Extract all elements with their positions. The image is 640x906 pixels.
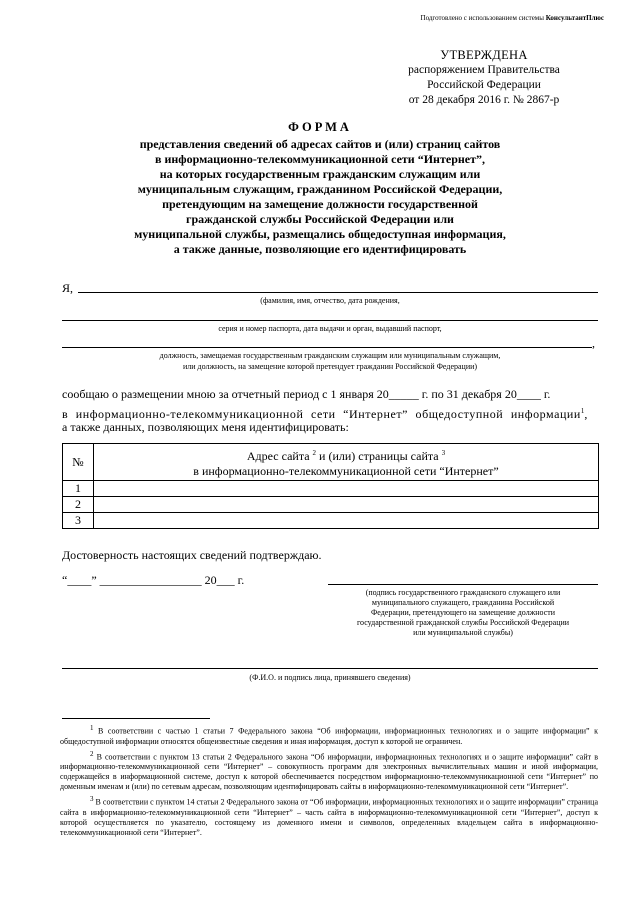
col-address-text-b: и (или) страницы сайта [316,448,439,463]
subtitle-line: муниципальным служащим, гражданином Российской Федерации, [137,182,503,196]
footnote-number: 1 [90,724,94,732]
footnote-separator [62,718,210,719]
footnote-text: В соответствии с частью 1 статьи 7 Федерального закона “Об информации, информационных технологиях и о защите информации” к общедоступной информации относятся общеизвестные сведения и иная информация, доступ к которой не ограничен. [60,726,598,746]
ya-label: Я, [62,281,74,295]
table-row [63,497,599,513]
header-note-text: Подготовлено с использованием системы [420,14,546,22]
footnote-text: В соответствии с пунктом 14 статьи 2 Федерального закона от “Об информации, информационных технологиях и о защите информации” страница сайта в информационно-телекоммуникационной сети “Интернет” – часть сайта в информационно-телекоммуникационной сети “Интернет”, доступ к которой осуществляется по указателю, состоящему из доменного имени и символов, определенных владельцем сайта в информационно-телекоммуникационной сети “Интернет”. [60,797,598,837]
passport-caption: серия и номер паспорта, дата выдачи и орган, выдавший паспорт, [218,324,442,333]
row-number: 2 [63,497,94,513]
trailing-comma: , [592,336,595,350]
row-number: 3 [63,513,94,529]
signature-caption [328,588,598,638]
address-cell[interactable] [94,481,599,497]
report-line-2-comma: , [584,407,588,421]
signature-caption-line: или муниципальной службы) [413,628,513,637]
header-note [421,14,604,22]
approval-line: Российской Федерации [427,79,541,91]
col-address-line1 [94,446,598,464]
report-line-3: а также данных, позволяющих меня идентифицировать: [62,420,349,434]
row-number: 1 [63,481,94,497]
header-note-brand: КонсультантПлюс [545,14,604,22]
footnote-number: 3 [90,795,94,804]
sites-table [62,443,599,529]
address-cell[interactable] [94,513,599,529]
signature-field-line[interactable] [328,584,598,585]
passport-field-line[interactable] [62,320,598,321]
footnote-3 [60,794,598,838]
footnote-ref-2: 2 [312,448,317,457]
table-header-row [63,444,599,481]
footnote-text: В соответствии с пунктом 13 статьи 2 Федерального закона “Об информации, информационных технологиях и о защите информации” сайт в информационно-телекоммуникационной сети “Интернет” – совокупность программ для электронных вычислительных машин и иной информации, содержащейся в информационной системе, доступ к которой обеспечивается посредством информационно-телекоммуникационной сети “Интернет” по доменным именам и (или) по сетевым адресам, позволяющим идентифицировать сайты в информационно-телекоммуникационной сети “Интернет”. [60,752,598,792]
subtitle-line: муниципальной службы, размещались общедоступная информация, [134,227,506,241]
table-row [63,513,599,529]
position-caption-line2: или должность, на замещение которой претендует гражданин Российской Федерации) [182,362,478,371]
form-title: ФОРМА [288,120,352,134]
approval-line: распоряжением Правительства [408,64,560,76]
footnote-2 [60,749,598,793]
position-field-line[interactable] [62,347,592,348]
footnote-ref-3: 3 [441,448,446,457]
footnote-number: 2 [90,749,94,758]
subtitle-line: в информационно-телекоммуникационной сети “Интернет”, [154,152,486,166]
receiver-caption: (Ф.И.О. и подпись лица, принявшего сведения) [249,673,411,682]
receiver-field-line[interactable] [62,668,598,669]
footnote-1 [60,723,598,747]
footnote-ref-1: 1 [580,407,585,415]
approval-block [384,48,584,108]
subtitle-line: представления сведений об адресах сайтов и (или) страниц сайтов [139,137,501,151]
subtitle-line: на которых государственным гражданским служащим или [159,167,481,181]
footnotes [60,723,598,840]
col-number-header: № [63,444,94,481]
subtitle-line: а также данные, позволяющие его идентифицировать [173,242,467,256]
report-line-2 [62,404,602,422]
position-caption-line1: должность, замещаемая государственным гражданским служащим или муниципальным служащим, [159,351,501,360]
subtitle-line: гражданской службы Российской Федерации или [186,212,454,226]
approval-title: УТВЕРЖДЕНА [440,48,528,62]
col-address-header [94,444,599,481]
report-line-1: сообщаю о размещении мною за отчетный период с 1 января 20_____ г. по 31 декабря 20____ г. [62,387,551,401]
signature-caption-line: государственной гражданской службы Российской Федерации [356,618,570,627]
name-field-line[interactable] [78,292,598,293]
signature-caption-line: (подпись государственного гражданского служащего или [365,588,561,597]
table-row [63,481,599,497]
signature-caption-line: Федерации, претендующего на замещение должности [370,608,556,617]
signature-caption-line: муниципального служащего, гражданина Российской [371,598,555,607]
col-address-line2: в информационно-телекоммуникационной сети “Интернет” [193,463,499,478]
address-cell[interactable] [94,497,599,513]
name-caption: (фамилия, имя, отчество, дата рождения, [260,296,400,305]
form-subtitle [60,137,580,257]
col-address-text-a: Адрес сайта [246,448,310,463]
subtitle-line: претендующим на замещение должности государственной [162,197,478,211]
report-line-2-text: в информационно-телекоммуникационной сети “Интернет” общедоступной информации [62,407,581,421]
confirm-text: Достоверность настоящих сведений подтверждаю. [62,548,322,562]
approval-line: от 28 декабря 2016 г. № 2867-р [408,94,560,106]
date-line[interactable]: “____” _________________ 20___ г. [62,573,245,587]
